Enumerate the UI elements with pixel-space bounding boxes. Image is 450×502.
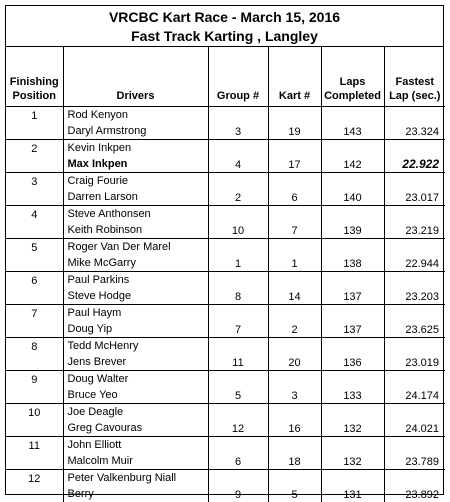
laps-cell: 137 <box>321 304 384 337</box>
laps-cell: 132 <box>321 436 384 469</box>
group-cell: 7 <box>208 304 268 337</box>
group-cell: 10 <box>208 205 268 238</box>
drivers-cell <box>63 238 208 271</box>
drivers-cell <box>63 271 208 304</box>
kart-cell: 6 <box>268 172 321 205</box>
drivers-cell <box>63 304 208 337</box>
driver-name: Jens Brever <box>67 355 127 368</box>
laps-cell: 140 <box>321 172 384 205</box>
laps-cell: 131 <box>321 469 384 502</box>
group-cell: 2 <box>208 172 268 205</box>
driver-name: Doug Walter <box>67 372 129 385</box>
fastest-lap-cell: 24.174 <box>384 370 445 403</box>
kart-cell: 2 <box>268 304 321 337</box>
page-title: VRCBC Kart Race - March 15, 2016 <box>108 9 341 25</box>
fastest-lap-cell: 24.021 <box>384 403 445 436</box>
drivers-cell <box>63 172 208 205</box>
kart-cell: 18 <box>268 436 321 469</box>
position-cell: 4 <box>6 205 63 238</box>
kart-cell: 17 <box>268 139 321 172</box>
position-cell: 3 <box>6 172 63 205</box>
table-row <box>6 238 445 271</box>
position-cell: 7 <box>6 304 63 337</box>
page-subtitle: Fast Track Karting , Langley <box>131 28 318 44</box>
driver-name: Bruce Yeo <box>67 388 118 401</box>
kart-cell: 3 <box>268 370 321 403</box>
group-cell: 4 <box>208 139 268 172</box>
laps-cell: 136 <box>321 337 384 370</box>
col-header-drivers: Drivers <box>63 47 208 106</box>
driver-name: Greg Cavouras <box>67 421 143 434</box>
table-row <box>6 205 445 238</box>
laps-cell: 137 <box>321 271 384 304</box>
group-cell: 5 <box>208 370 268 403</box>
fastest-lap-cell: 23.019 <box>384 337 445 370</box>
table-row <box>6 139 445 172</box>
position-cell: 10 <box>6 403 63 436</box>
driver-name: Mike McGarry <box>67 256 136 269</box>
position-cell: 12 <box>6 469 63 502</box>
position-cell: 5 <box>6 238 63 271</box>
driver-name: Joe Deagle <box>67 405 124 418</box>
kart-cell: 14 <box>268 271 321 304</box>
drivers-cell <box>63 139 208 172</box>
driver-name: Paul Haym <box>67 306 122 319</box>
driver-name: Steve Anthonsen <box>67 207 151 220</box>
driver-name: Malcolm Muir <box>67 454 133 467</box>
drivers-cell <box>63 337 208 370</box>
group-cell: 8 <box>208 271 268 304</box>
kart-cell: 5 <box>268 469 321 502</box>
driver-name: Kevin Inkpen <box>67 141 132 154</box>
driver-name: Berry <box>67 487 94 500</box>
header-row <box>6 47 445 106</box>
kart-cell: 1 <box>268 238 321 271</box>
group-cell: 9 <box>208 469 268 502</box>
group-cell: 6 <box>208 436 268 469</box>
driver-name: Rod Kenyon <box>67 108 129 121</box>
drivers-cell <box>63 436 208 469</box>
col-header-kart: Kart # <box>268 47 321 106</box>
fastest-lap-cell: 23.017 <box>384 172 445 205</box>
driver-name: John Elliott <box>67 438 122 451</box>
driver-name: Steve Hodge <box>67 289 132 302</box>
fastest-lap-cell: 23.892 <box>405 489 439 501</box>
col-header-fastest-lap: Fastest Lap (sec.) <box>384 47 445 106</box>
position-cell: 11 <box>6 436 63 469</box>
drivers-cell <box>63 403 208 436</box>
table-row <box>6 172 445 205</box>
col-header-group: Group # <box>208 47 268 106</box>
fastest-lap-cell: 23.219 <box>384 205 445 238</box>
group-cell: 11 <box>208 337 268 370</box>
results-sheet <box>5 5 444 501</box>
driver-name: Roger Van Der Marel <box>67 240 171 253</box>
table-row <box>6 337 445 370</box>
position-cell: 6 <box>6 271 63 304</box>
col-header-laps: Laps Completed <box>321 47 384 106</box>
driver-name: Craig Fourie <box>67 174 129 187</box>
kart-cell: 19 <box>268 106 321 139</box>
driver-name: Tedd McHenry <box>67 339 139 352</box>
kart-cell: 20 <box>268 337 321 370</box>
fastest-lap-cell: 23.203 <box>384 271 445 304</box>
table-row <box>6 304 445 337</box>
laps-cell: 133 <box>321 370 384 403</box>
driver-name: Doug Yip <box>67 322 113 335</box>
laps-cell: 132 <box>321 403 384 436</box>
fastest-lap-cell: 23.625 <box>384 304 445 337</box>
fastest-lap-cell: 23.789 <box>384 436 445 469</box>
group-cell: 3 <box>208 106 268 139</box>
title-block <box>6 6 443 47</box>
driver-name: Darren Larson <box>67 190 138 203</box>
laps-cell: 138 <box>321 238 384 271</box>
table-row <box>6 106 445 139</box>
fastest-lap-cell: 22.922 <box>384 139 445 172</box>
drivers-cell <box>63 370 208 403</box>
kart-cell: 16 <box>268 403 321 436</box>
table-row <box>6 271 445 304</box>
kart-cell: 7 <box>268 205 321 238</box>
drivers-cell <box>63 469 208 502</box>
laps-cell: 143 <box>321 106 384 139</box>
driver-name: Peter Valkenburg Niall <box>67 471 177 484</box>
drivers-cell <box>63 205 208 238</box>
position-cell: 2 <box>6 139 63 172</box>
table-row <box>6 469 445 502</box>
position-cell: 9 <box>6 370 63 403</box>
position-cell: 1 <box>6 106 63 139</box>
driver-name: Max Inkpen <box>67 157 128 170</box>
table-row <box>6 436 445 469</box>
driver-name: Daryl Armstrong <box>67 124 147 137</box>
table-row <box>6 403 445 436</box>
driver-name: Paul Parkins <box>67 273 130 286</box>
laps-cell: 139 <box>321 205 384 238</box>
position-cell: 8 <box>6 337 63 370</box>
results-table <box>6 47 445 502</box>
laps-cell: 142 <box>321 139 384 172</box>
fastest-lap-cell: 23.324 <box>384 106 445 139</box>
drivers-cell <box>63 106 208 139</box>
driver-name: Keith Robinson <box>67 223 143 236</box>
col-header-position: Finishing Position <box>6 47 63 106</box>
table-row <box>6 370 445 403</box>
fastest-lap-cell: 22.944 <box>384 238 445 271</box>
group-cell: 1 <box>208 238 268 271</box>
group-cell: 12 <box>208 403 268 436</box>
